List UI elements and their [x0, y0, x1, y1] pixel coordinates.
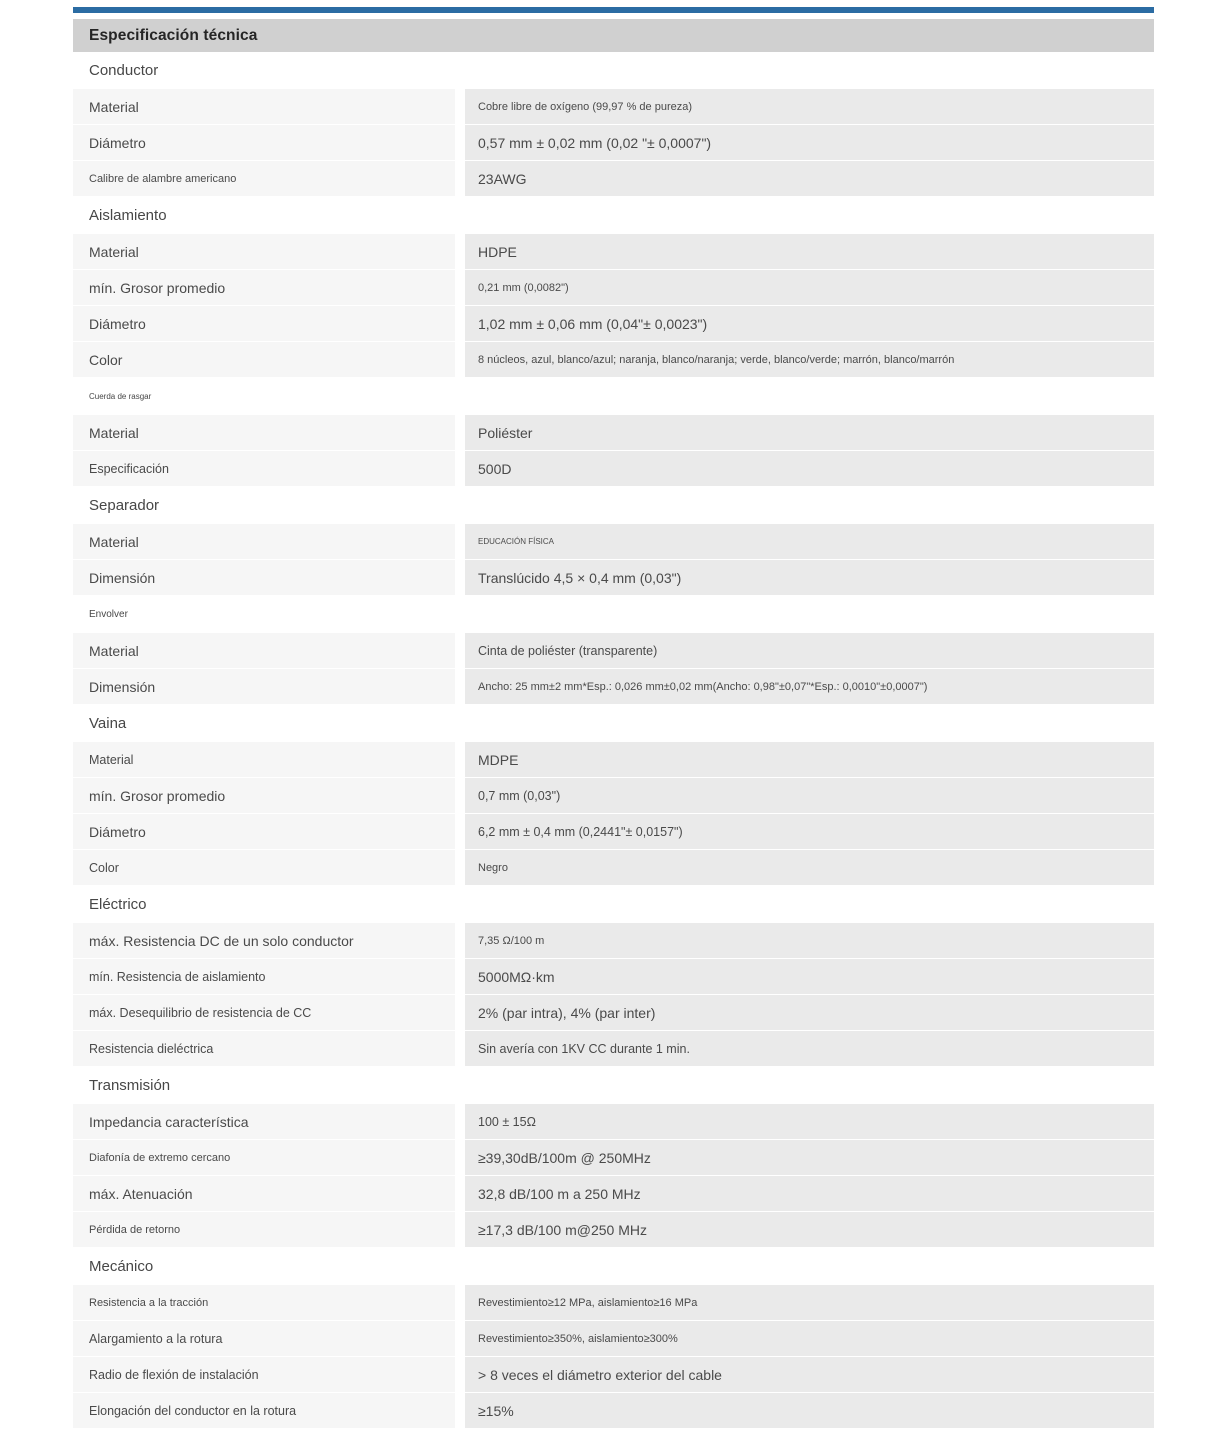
spec-row — [73, 633, 1154, 668]
row-label: Diámetro — [73, 125, 455, 160]
spec-page — [73, 7, 1154, 1429]
row-value: Revestimiento≥12 MPa, aislamiento≥16 MPa — [465, 1285, 1154, 1320]
row-value: 6,2 mm ± 0,4 mm (0,2441"± 0,0157") — [465, 814, 1154, 849]
spec-row — [73, 161, 1154, 196]
spec-row — [73, 270, 1154, 305]
row-label: Color — [73, 342, 455, 377]
row-label: Dimensión — [73, 669, 455, 704]
row-label: máx. Atenuación — [73, 1176, 455, 1211]
spec-row — [73, 742, 1154, 777]
spec-row — [73, 850, 1154, 885]
spec-row — [73, 1357, 1154, 1392]
section-title: Transmisión — [89, 1077, 171, 1094]
spec-row — [73, 1285, 1154, 1320]
spec-row — [73, 524, 1154, 559]
row-label: máx. Resistencia DC de un solo conductor — [73, 923, 455, 958]
section-title: Envolver — [89, 609, 128, 620]
row-label: Material — [73, 234, 455, 269]
row-label: Material — [73, 742, 455, 777]
row-label: Material — [73, 89, 455, 124]
section-title: Separador — [89, 497, 160, 514]
spec-row — [73, 1212, 1154, 1247]
row-label: Resistencia a la tracción — [73, 1285, 455, 1320]
row-label: mín. Grosor promedio — [73, 270, 455, 305]
row-value: Translúcido 4,5 × 0,4 mm (0,03") — [465, 560, 1154, 595]
spec-row — [73, 995, 1154, 1030]
section-title: Cuerda de rasgar — [89, 392, 152, 401]
spec-row — [73, 669, 1154, 704]
section-title: Vaina — [89, 715, 127, 732]
section-title: Aislamiento — [89, 207, 167, 224]
spec-row — [73, 342, 1154, 377]
row-label: Elongación del conductor en la rotura — [73, 1393, 455, 1428]
row-value: > 8 veces el diámetro exterior del cable — [465, 1357, 1154, 1392]
spec-row — [73, 306, 1154, 341]
spec-row — [73, 415, 1154, 450]
spec-row — [73, 1393, 1154, 1428]
spec-row — [73, 451, 1154, 486]
row-value: ≥39,30dB/100m @ 250MHz — [465, 1140, 1154, 1175]
row-value: 0,57 mm ± 0,02 mm (0,02 "± 0,0007") — [465, 125, 1154, 160]
row-value: ≥15% — [465, 1393, 1154, 1428]
row-label: Dimensión — [73, 560, 455, 595]
row-value: ≥17,3 dB/100 m@250 MHz — [465, 1212, 1154, 1247]
spec-row — [73, 814, 1154, 849]
spec-row — [73, 560, 1154, 595]
row-value: Negro — [465, 850, 1154, 885]
row-label: Especificación — [73, 451, 455, 486]
spec-row — [73, 1031, 1154, 1066]
row-value: MDPE — [465, 742, 1154, 777]
section-title: Eléctrico — [89, 896, 147, 913]
spec-section — [73, 52, 1154, 196]
row-value: 2% (par intra), 4% (par inter) — [465, 995, 1154, 1030]
spec-header-title: Especificación técnica — [89, 26, 258, 44]
spec-row — [73, 1321, 1154, 1356]
row-value: 500D — [465, 451, 1154, 486]
row-value: 100 ± 15Ω — [465, 1104, 1154, 1139]
row-value: Poliéster — [465, 415, 1154, 450]
row-value: 0,21 mm (0,0082") — [465, 270, 1154, 305]
section-title: Mecánico — [89, 1258, 154, 1275]
row-label: Pérdida de retorno — [73, 1212, 455, 1247]
row-value: Cobre libre de oxígeno (99,97 % de pureza) — [465, 89, 1154, 124]
spec-section — [73, 487, 1154, 595]
section-title: Conductor — [89, 62, 159, 79]
row-value: 32,8 dB/100 m a 250 MHz — [465, 1176, 1154, 1211]
row-label: Diámetro — [73, 814, 455, 849]
row-value: 23AWG — [465, 161, 1154, 196]
row-value: 8 núcleos, azul, blanco/azul; naranja, blanco/naranja; verde, blanco/verde; marrón, blanco/marrón — [465, 342, 1154, 377]
spec-section — [73, 1067, 1154, 1247]
row-label: Alargamiento a la rotura — [73, 1321, 455, 1356]
row-label: Material — [73, 415, 455, 450]
spec-header — [73, 19, 1154, 52]
row-label: Impedancia característica — [73, 1104, 455, 1139]
row-value: 1,02 mm ± 0,06 mm (0,04"± 0,0023") — [465, 306, 1154, 341]
row-label: Radio de flexión de instalación — [73, 1357, 455, 1392]
row-value: 7,35 Ω/100 m — [465, 923, 1154, 958]
row-value: Revestimiento≥350%, aislamiento≥300% — [465, 1321, 1154, 1356]
row-label: Resistencia dieléctrica — [73, 1031, 455, 1066]
spec-section — [73, 378, 1154, 486]
spec-row — [73, 89, 1154, 124]
row-value: Ancho: 25 mm±2 mm*Esp.: 0,026 mm±0,02 mm(Ancho: 0,98"±0,07"*Esp.: 0,0010"±0,0007") — [465, 669, 1154, 704]
spec-section — [73, 596, 1154, 704]
spec-row — [73, 125, 1154, 160]
row-label: Diafonía de extremo cercano — [73, 1140, 455, 1175]
row-label: máx. Desequilibrio de resistencia de CC — [73, 995, 455, 1030]
row-label: Calibre de alambre americano — [73, 161, 455, 196]
row-label: Material — [73, 524, 455, 559]
row-value: 5000MΩ·km — [465, 959, 1154, 994]
spec-section — [73, 886, 1154, 1066]
spec-row — [73, 1176, 1154, 1211]
row-label: mín. Grosor promedio — [73, 778, 455, 813]
spec-section — [73, 1248, 1154, 1428]
row-label: Color — [73, 850, 455, 885]
spec-sections — [73, 52, 1154, 1428]
row-value: Sin avería con 1KV CC durante 1 min. — [465, 1031, 1154, 1066]
row-value: Cinta de poliéster (transparente) — [465, 633, 1154, 668]
row-label: Diámetro — [73, 306, 455, 341]
accent-bar — [73, 7, 1154, 13]
spec-section — [73, 705, 1154, 885]
row-label: mín. Resistencia de aislamiento — [73, 959, 455, 994]
row-value: HDPE — [465, 234, 1154, 269]
row-value: 0,7 mm (0,03") — [465, 778, 1154, 813]
row-value: EDUCACIÓN FÍSICA — [465, 524, 1154, 559]
row-label: Material — [73, 633, 455, 668]
spec-row — [73, 778, 1154, 813]
spec-section — [73, 197, 1154, 377]
spec-row — [73, 923, 1154, 958]
spec-row — [73, 959, 1154, 994]
spec-row — [73, 234, 1154, 269]
spec-row — [73, 1140, 1154, 1175]
spec-row — [73, 1104, 1154, 1139]
